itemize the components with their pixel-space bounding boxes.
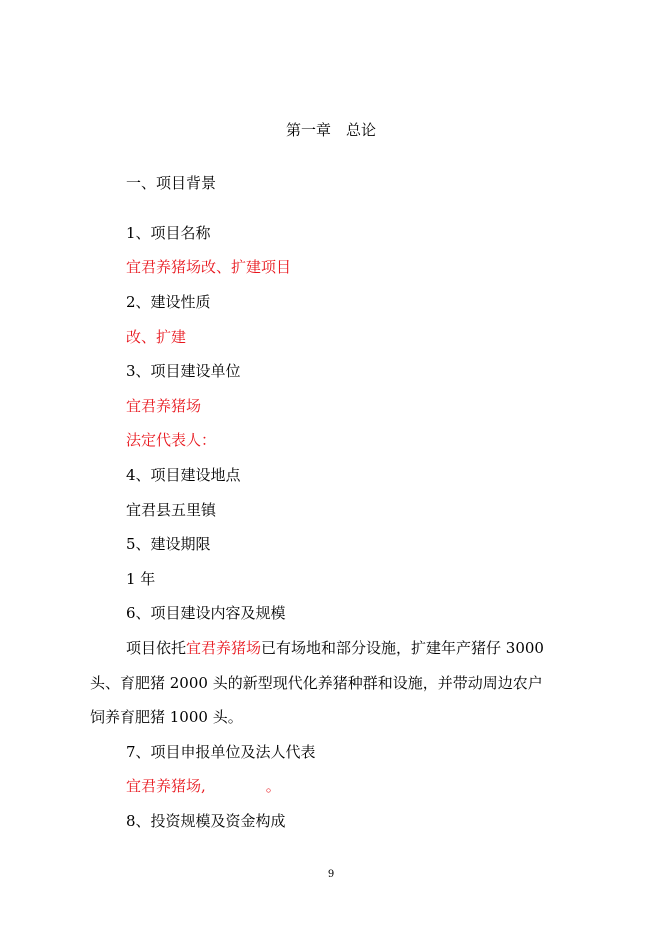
paragraph-line-1 <box>90 631 555 666</box>
item-value-construction-nature: 改、扩建 <box>126 328 187 346</box>
item-value-period: 1 年 <box>126 570 156 588</box>
paragraph-text: 已有场地和部分设施，扩建年产猪仔 3000 <box>261 639 544 657</box>
paragraph-line-2: 头、育肥猪 2000 头的新型现代化养猪种群和设施，并带动周边农户 <box>90 673 543 692</box>
paragraph-line-3: 饲养育肥猪 1000 头。 <box>90 708 243 726</box>
item-value-project-name: 宜君养猪场改、扩建项目 <box>126 258 292 276</box>
item-heading-location: 4、项目建设地点 <box>126 466 241 484</box>
item-value-construction-unit: 宜君养猪场 <box>126 397 202 415</box>
item-value-location: 宜君县五里镇 <box>126 501 217 519</box>
item-heading-construction-unit: 3、项目建设单位 <box>126 362 241 380</box>
item-heading-project-name: 1、项目名称 <box>126 224 211 242</box>
item-value-applicant: 宜君养猪场, 。 <box>126 777 281 795</box>
content-paragraph <box>90 631 555 735</box>
item-heading-applicant: 7、项目申报单位及法人代表 <box>126 743 316 761</box>
page-number: 9 <box>327 869 335 880</box>
item-legal-representative: 法定代表人： <box>126 431 217 449</box>
item-heading-construction-nature: 2、建设性质 <box>126 293 211 311</box>
item-heading-period: 5、建设期限 <box>126 535 211 553</box>
item-heading-investment: 8、投资规模及资金构成 <box>126 812 286 830</box>
paragraph-highlight: 宜君养猪场 <box>186 639 262 657</box>
section-heading-background: 一、项目背景 <box>126 174 217 192</box>
item-heading-content-scale: 6、项目建设内容及规模 <box>126 604 286 622</box>
paragraph-text: 项目依托 <box>126 639 187 657</box>
chapter-title: 第一章 总论 <box>285 121 376 139</box>
